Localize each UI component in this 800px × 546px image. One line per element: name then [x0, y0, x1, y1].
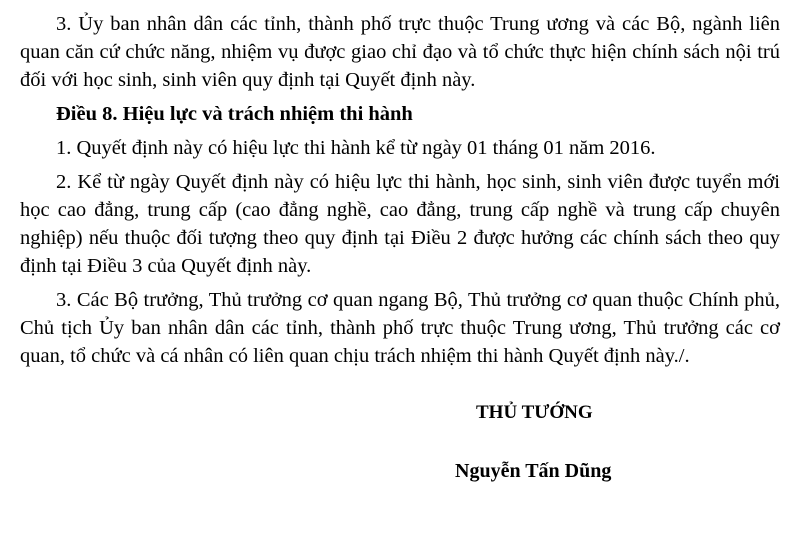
article-heading: Điều 8. Hiệu lực và trách nhiệm thi hành [56, 103, 413, 125]
paragraph-clause3: 3. Các Bộ trưởng, Thủ trưởng cơ quan ngang Bộ, Thủ trưởng cơ quan thuộc Chính phủ, Chủ tịch Ủy ban nhân dân các tỉnh, thành phố trực thuộc Trung ương, Thủ trưởng các cơ quan, tổ chức và cá nhân có liên quan chịu trách nhiệm thi hành Quyết định này./. [20, 289, 780, 367]
signature-name: Nguyễn Tấn Dũng [455, 460, 612, 482]
signature-title: THỦ TƯỚNG [476, 402, 593, 423]
paragraph-clause1: 1. Quyết định này có hiệu lực thi hành kể từ ngày 01 tháng 01 năm 2016. [56, 137, 656, 159]
paragraph-article7-clause3: 3. Ủy ban nhân dân các tỉnh, thành phố trực thuộc Trung ương và các Bộ, ngành liên quan căn cứ chức năng, nhiệm vụ được giao chỉ đạo và tổ chức thực hiện chính sách nội trú đối với học sinh, sinh viên quy định tại Quyết định này. [20, 13, 780, 91]
paragraph-clause2: 2. Kể từ ngày Quyết định này có hiệu lực thi hành, học sinh, sinh viên được tuyển mới học cao đẳng, trung cấp (cao đẳng nghề, cao đẳng, trung cấp nghề và trung cấp chuyên nghiệp) nếu thuộc đối tượng theo quy định tại Điều 2 được hưởng các chính sách theo quy định tại Điều 3 của Quyết định này. [20, 171, 780, 277]
document-body [20, 10, 780, 376]
